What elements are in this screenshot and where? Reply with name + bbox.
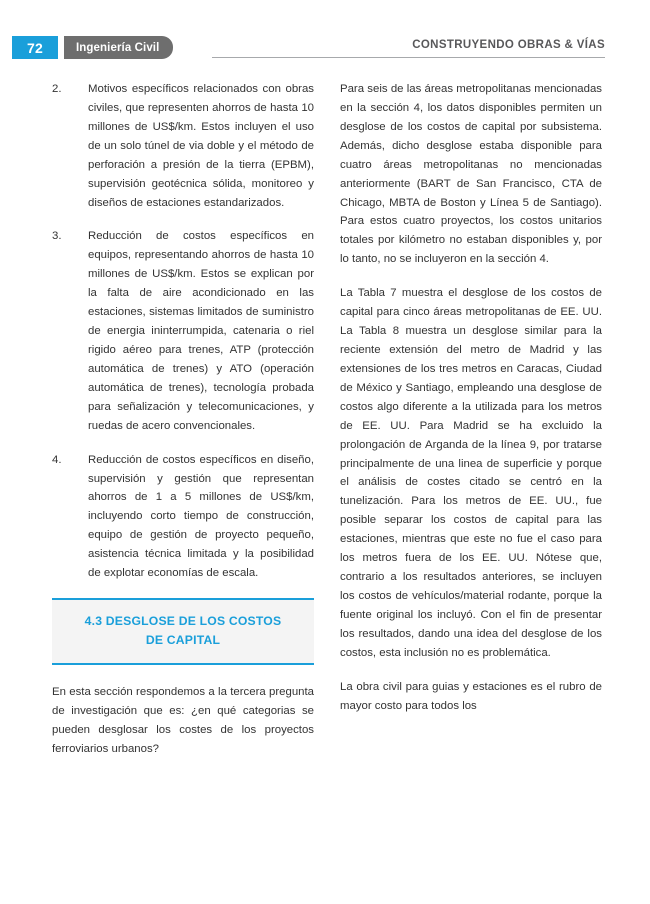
- paragraph: La Tabla 7 muestra el desglose de los costos de capital para cinco áreas metropolitanas de EE. UU. La Tabla 8 muestra un desglose similar para la reciente extensión del metro de Madrid y las extensiones de los tres metros en Caracas, Ciudad de México y Santiago, empleando una desglose de costos algo diferente a la utilizada para los metros de EE. UU. Para Madrid se ha excluido la prolongación de Arganda de la línea 9, por tratarse principalmente de una linea de superficie y porque el análisis de costes citado se centró en la tunelización. Para los metros de EE. UU., fue posible separar los costos de capital para las estaciones, mientras que este no fue el caso para los metros fuera de los EE. UU. Nótese que, contrario a los resultados anteriores, se incluyen los costos de vehículos/material rodante, porque la fuente original los incluyó. Con el fin de presentar los resultados, dando una idea del desglose de los costos, esta inclusión no es problemática.: [340, 287, 602, 659]
- numbered-list: [52, 80, 314, 583]
- section-heading-box: [52, 598, 314, 665]
- section-tab-label: Ingeniería Civil: [64, 36, 173, 59]
- paragraph: En esta sección respondemos a la tercera pregunta de investigación que es: ¿en qué categorias se pueden desglosar los costes de los proyectos ferroviarios urbanos?: [52, 685, 314, 755]
- running-title: CONSTRUYENDO OBRAS & VÍAS: [412, 39, 605, 51]
- list-item-text: Motivos específicos relacionados con obras civiles, que representen ahorros de hasta 10 millones de US$/km. Estos incluyen el uso de un solo túnel de via doble y el método de perforación a presión de la tierra (EPBM), supervisión geotécnica sólida, monitoreo y diseños de estaciones estandarizados.: [88, 83, 314, 209]
- list-item-text: Reducción de costos específicos en diseño, supervisión y gestión que representan ahorros de 1 a 5 millones de US$/km, incluyendo corto tiempo de construcción, equipo de gestión de proyecto pequeño, asistencia técnica limitada y la posibilidad de explotar economías de escala.: [88, 453, 314, 580]
- section-heading-line-1: 4.3 DESGLOSE DE LOS COSTOS: [84, 614, 282, 629]
- list-item: [52, 80, 314, 212]
- left-column: [52, 80, 314, 774]
- right-column: [340, 80, 602, 731]
- paragraph: La obra civil para guias y estaciones es el rubro de mayor costo para todos los: [340, 680, 602, 712]
- section-heading-line-2: DE CAPITAL: [145, 632, 221, 647]
- list-item-number: 4.: [52, 453, 62, 466]
- page-number-badge: 72: [12, 36, 58, 59]
- list-item: [52, 227, 314, 435]
- list-item-number: 2.: [52, 83, 62, 95]
- list-item: [52, 451, 314, 583]
- paragraph: Para seis de las áreas metropolitanas mencionadas en la sección 4, los datos disponibles permiten un desglose de los costos de capital por subsistema. Además, dicho desglose estaba disponible para cuatro áreas metropolitanas no mencionadas anteriormente (BART de San Francisco, CTA de Chicago, MBTA de Boston y Línea 5 de Santiago). Para estos cuatro proyectos, los costos unitarios totales por kilómetro no estaban disponibles y, por lo tanto, no se incluyeron en la sección 4.: [340, 83, 602, 266]
- list-item-text: Reducción de costos específicos en equipos, representando ahorros de hasta 10 millones de US$/km. Estos se explican por la falta de aire acondicionado en las estaciones, sistemas limitados de suministro de energia ininterrumpida, catenaria o riel rigido aéreo para trenes, ATP (protección automática de trenes) y ATO (operación automática de trenes), tecnología probada para señalización y telecomunicaciones, y ruedas de acero convencionales.: [88, 230, 314, 432]
- header-divider: [212, 57, 605, 58]
- list-item-number: 3.: [52, 230, 62, 243]
- page-header: [0, 0, 650, 70]
